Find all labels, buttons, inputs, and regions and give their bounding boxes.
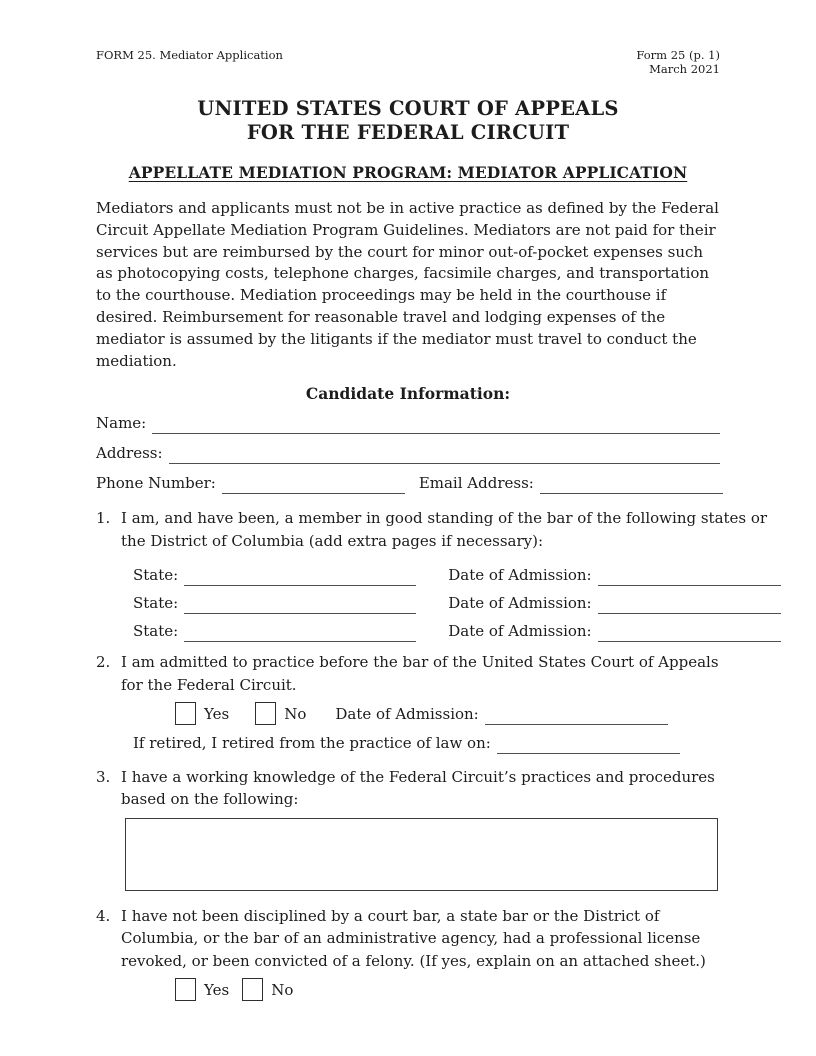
question-1-text: I am, and have been, a member in good standing of the bar of the following states or the District of Columbia (add extra pages if necessary): <box>121 509 768 550</box>
phone-input[interactable] <box>222 473 405 494</box>
header-form-date: March 2021 <box>649 62 720 76</box>
document-header <box>96 48 720 76</box>
state-input-3[interactable] <box>184 621 416 642</box>
question-2-number: 2. <box>96 653 111 672</box>
name-row <box>96 412 720 434</box>
header-form-name: FORM 25. Mediator Application <box>96 48 283 62</box>
phone-label: Phone Number: <box>96 474 216 493</box>
court-title-line-2: FOR THE FEDERAL CIRCUIT <box>246 121 570 144</box>
q2-admission-date-label: Date of Admission: <box>335 705 479 723</box>
question-3 <box>96 766 720 891</box>
state-input-2[interactable] <box>184 593 416 614</box>
question-3-number: 3. <box>96 768 111 786</box>
q4-no-label: No <box>271 981 294 1000</box>
state-row-1 <box>133 558 781 586</box>
state-row-3 <box>133 614 781 642</box>
question-2 <box>96 651 720 754</box>
email-input[interactable] <box>540 473 723 494</box>
admission-date-label-2: Date of Admission: <box>448 594 592 613</box>
state-admission-rows <box>133 558 781 642</box>
retired-date-input[interactable] <box>497 733 680 754</box>
address-label: Address: <box>96 444 163 463</box>
form-subtitle: APPELLATE MEDIATION PROGRAM: MEDIATOR APPLICATION <box>128 163 688 182</box>
question-1-number: 1. <box>96 509 111 528</box>
question-4-number: 4. <box>96 906 111 925</box>
state-input-1[interactable] <box>184 565 416 586</box>
phone-email-row <box>96 472 720 494</box>
state-label-1: State: <box>133 566 179 585</box>
intro-paragraph: Mediators and applicants must not be in active practice as defined by the Federal Circuit Appellate Mediation Program Guidelines. Mediators are not paid for their services but are reimbursed by the court for minor out-of-pocket expenses such as photocopying costs, telephone charges, facsimile charges, and transportation to the courthouse. Mediation proceedings may be held in the courthouse if desired. Reimbursement for reasonable travel and lodging expenses of the mediator is assumed by the litigants if the mediator must travel to conduct the mediation. <box>96 199 719 370</box>
q2-no-checkbox[interactable] <box>255 702 276 725</box>
q4-yes-checkbox[interactable] <box>175 978 196 1001</box>
question-3-text: I have a working knowledge of the Federal Circuit’s practices and procedures based on the following: <box>121 768 715 809</box>
admission-date-input-2[interactable] <box>598 593 781 614</box>
admission-date-label-3: Date of Admission: <box>448 622 592 641</box>
question-4 <box>96 905 720 1001</box>
header-form-number: Form 25 (p. 1) <box>636 48 720 62</box>
question-4-text: I have not been disciplined by a court bar, a state bar or the District of Columbia, or the bar of an administrative agency, had a professional license revoked, or been convicted of a felony. (If yes, explain on an attached sheet.) <box>121 906 706 970</box>
question-4-answer-row <box>175 976 720 1001</box>
q3-knowledge-textarea[interactable] <box>125 818 718 891</box>
retired-row <box>133 732 720 754</box>
q2-admission-date-input[interactable] <box>485 704 668 725</box>
admission-date-input-3[interactable] <box>598 621 781 642</box>
admission-date-label-1: Date of Admission: <box>448 566 592 585</box>
admission-date-input-1[interactable] <box>598 565 781 586</box>
state-row-2 <box>133 586 781 614</box>
address-input[interactable] <box>169 443 720 464</box>
court-title-line-1: UNITED STATES COURT OF APPEALS <box>197 97 619 120</box>
court-title <box>96 97 720 145</box>
address-row <box>96 442 720 464</box>
q4-yes-label: Yes <box>204 981 230 1000</box>
question-1 <box>96 507 768 642</box>
q2-yes-label: Yes <box>204 705 230 723</box>
name-label: Name: <box>96 414 147 433</box>
q2-yes-checkbox[interactable] <box>175 702 196 725</box>
name-input[interactable] <box>152 413 720 434</box>
header-right-block <box>636 48 720 76</box>
q4-no-checkbox[interactable] <box>242 978 263 1001</box>
state-label-3: State: <box>133 622 179 641</box>
email-label: Email Address: <box>418 474 534 493</box>
retired-label: If retired, I retired from the practice of law on: <box>133 733 491 752</box>
question-2-answer-row <box>175 700 720 725</box>
candidate-information-heading: Candidate Information: <box>305 384 511 404</box>
state-label-2: State: <box>133 594 179 613</box>
q2-no-label: No <box>284 705 307 723</box>
question-2-text: I am admitted to practice before the bar of the United States Court of Appeals for the Federal Circuit. <box>121 653 719 694</box>
